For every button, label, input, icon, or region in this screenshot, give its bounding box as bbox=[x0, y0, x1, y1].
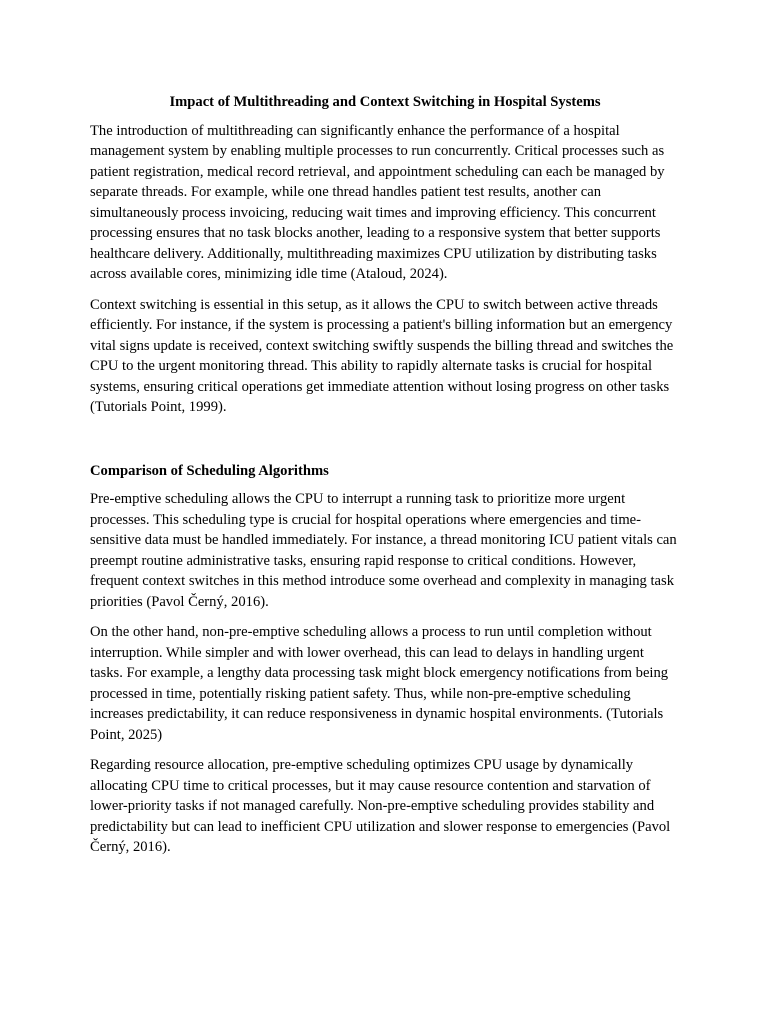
section-heading: Comparison of Scheduling Algorithms bbox=[90, 462, 329, 479]
paragraph-resource-allocation: Regarding resource allocation, pre-emptive scheduling optimizes CPU usage by dynamically allocating CPU time to critical processes, but it may cause resource contention and starvation of lower-priority tasks if not managed carefully. Non-pre-emptive scheduling provides stability and predictability but can lead to inefficient CPU utilization and slower response to emergencies (Pavol Černý, 2016). bbox=[90, 757, 671, 855]
document-page bbox=[90, 92, 680, 868]
paragraph-preemptive: Pre-emptive scheduling allows the CPU to interrupt a running task to prioritize more urgent processes. This scheduling type is crucial for hospital operations where emergencies and time-sensitive data must be handled immediately. For instance, a thread monitoring ICU patient vitals can preempt routine administrative tasks, ensuring rapid response to critical conditions. However, frequent context switches in this method introduce some overhead and complexity in managing task priorities (Pavol Černý, 2016). bbox=[90, 491, 677, 610]
paragraph-non-preemptive: On the other hand, non-pre-emptive scheduling allows a process to run until completion without interruption. While simpler and with lower overhead, this can lead to delays in handling urgent tasks. For example, a lengthy data processing task might block emergency notifications from being processed in time, potentially risking patient safety. Thus, while non-pre-emptive scheduling increases predictability, it can reduce responsiveness in dynamic hospital environments. (Tutorials Point, 2025) bbox=[90, 624, 669, 743]
paragraph-multithreading: The introduction of multithreading can significantly enhance the performance of a hospital management system by enabling multiple processes to run concurrently. Critical processes such as patient registration, medical record retrieval, and appointment scheduling can each be managed by separate threads. For example, while one thread handles patient test results, another can simultaneously process invoicing, reducing wait times and improving efficiency. This concurrent processing ensures that no task blocks another, leading to a responsive system that better supports healthcare delivery. Additionally, multithreading maximizes CPU utilization by distributing tasks across available cores, minimizing idle time (Ataloud, 2024). bbox=[90, 122, 665, 282]
document-title: Impact of Multithreading and Context Switching in Hospital Systems bbox=[169, 94, 601, 110]
paragraph-context-switching: Context switching is essential in this setup, as it allows the CPU to switch between active threads efficiently. For instance, if the system is processing a patient's billing information but an emergency vital signs update is received, context switching swiftly suspends the billing thread and switches the CPU to the urgent monitoring thread. This ability to rapidly alternate tasks is crucial for hospital systems, ensuring critical operations get immediate attention without losing progress on other tasks (Tutorials Point, 1999). bbox=[90, 296, 674, 415]
section-spacer bbox=[90, 428, 680, 461]
